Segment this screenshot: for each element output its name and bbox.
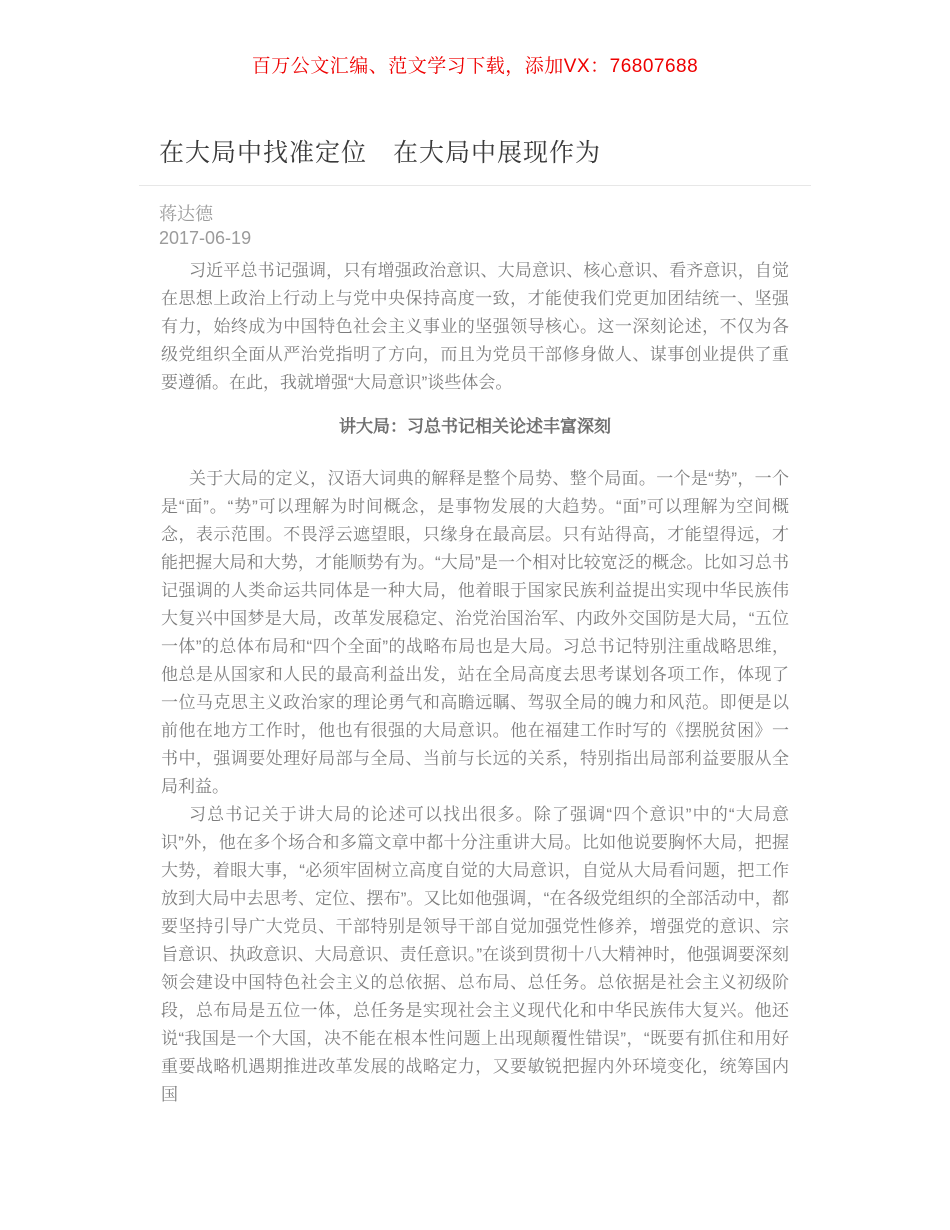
body-paragraph: 关于大局的定义，汉语大词典的解释是整个局势、整个局面。一个是“势”，一个是“面”。“势”可以理解为时间概念，是事物发展的大趋势。“面”可以理解为空间概念，表示范围。不畏浮云遮望眼，只缘身在最高层。只有站得高，才能望得远，才能把握大局和大势，才能顺势有为。“大局”是一个相对比较宽泛的概念。比如习总书记强调的人类命运共同体是一种大局，他着眼于国家民族利益提出实现中华民族伟大复兴中国梦是大局，改革发展稳定、治党治国治军、内政外交国防是大局，“五位一体”的总体布局和“四个全面”的战略布局也是大局。习总书记特别注重战略思维，他总是从国家和人民的最高利益出发，站在全局高度去思考谋划各项工作，体现了一位马克思主义政治家的理论勇气和高瞻远瞩、驾驭全局的魄力和风范。即便是以前他在地方工作时，他也有很强的大局意识。他在福建工作时写的《摆脱贫困》一书中，强调要处理好局部与全局、当前与长远的关系，特别指出局部利益要服从全局利益。 — [161, 469, 789, 796]
body-paragraph: 习总书记关于讲大局的论述可以找出很多。除了强调“四个意识”中的“大局意识”外，他在多个场合和多篇文章中都十分注重讲大局。比如他说要胸怀大局，把握大势，着眼大事，“必须牢固树立高度自觉的大局意识，自觉从大局看问题，把工作放到大局中去思考、定位、摆布”。又比如他强调，“在各级党组织的全部活动中，都要坚持引导广大党员、干部特别是领导干部自觉加强党性修养，增强党的意识、宗旨意识、执政意识、大局意识、责任意识。”在谈到贯彻十八大精神时，他强调要深刻领会建设中国特色社会主义的总依据、总布局、总任务。总依据是社会主义初级阶段，总布局是五位一体，总任务是实现社会主义现代化和中华民族伟大复兴。他还说“我国是一个大国，决不能在根本性问题上出现颠覆性错误”，“既要有抓住和用好重要战略机遇期推进改革发展的战略定力，又要敏锐把握内外环境变化，统筹国内国 — [161, 805, 789, 1104]
article-author: 蒋达德 — [159, 204, 213, 224]
section-heading: 讲大局：习总书记相关论述丰富深刻 — [339, 417, 611, 436]
intro-paragraph: 习近平总书记强调，只有增强政治意识、大局意识、核心意识、看齐意识，自觉在思想上政治上行动上与党中央保持高度一致，才能使我们党更加团结统一、坚强有力，始终成为中国特色社会主义事业的坚强领导核心。这一深刻论述，不仅为各级党组织全面从严治党指明了方向，而且为党员干部修身做人、谋事创业提供了重要遵循。在此，我就增强“大局意识”谈些体会。 — [161, 261, 789, 392]
promo-text: 百万公文汇编、范文学习下载，添加VX：76807688 — [251, 56, 699, 77]
promo-banner — [0, 0, 950, 80]
article-body — [139, 250, 811, 1109]
article-date: 2017-06-19 — [159, 228, 252, 248]
article-meta — [139, 186, 811, 250]
article — [139, 136, 811, 1109]
article-title: 在大局中找准定位 在大局中展现作为 — [159, 139, 602, 167]
